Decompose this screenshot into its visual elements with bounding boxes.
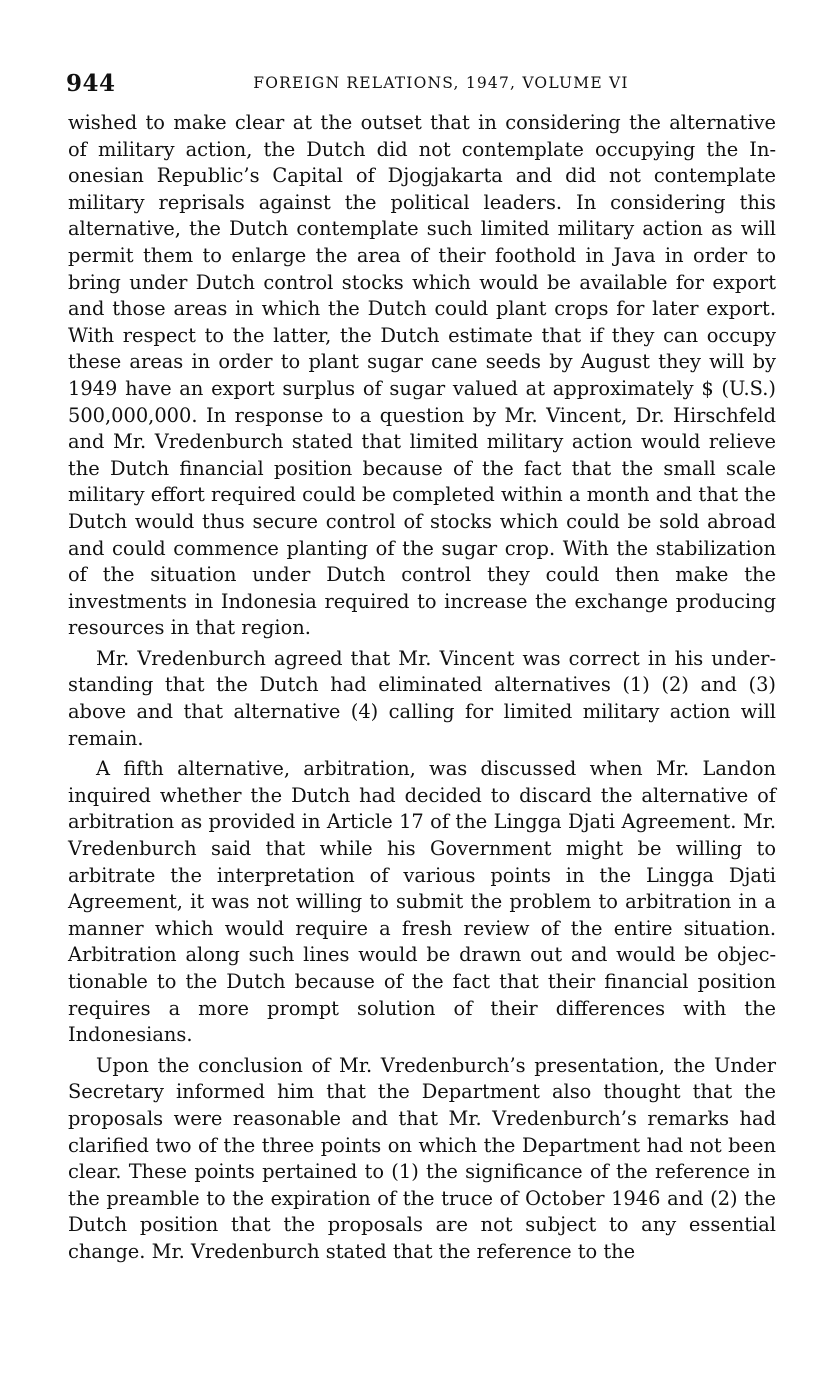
page-header (66, 70, 776, 100)
body-text (68, 110, 776, 1270)
paragraph-3: A fifth alternative, arbitration, was discussed when Mr. Landon inquired whether the Dutch had decided to discard the alternative of arbitration as provided in Article 17 of the Lingga Djati Agreement. Mr. Vredenburch said that while his Government might be willing to arbitrate the interpretation of various points in the Lingga Djati Agreement, it was not willing to submit the problem to arbitration in a manner which would require a fresh review of the entire situation. Arbitration along such lines would be drawn out and would be objectionable to the Dutch because of the fact that their financial position requires a more prompt solution of their differences with the Indonesians. (68, 757, 776, 1047)
running-head: FOREIGN RELATIONS, 1947, VOLUME VI (253, 74, 629, 92)
paragraph-4: Upon the conclusion of Mr. Vredenburch’s presentation, the Under Secretary informed him that the Department also thought that the proposals were reasonable and that Mr. Vredenburch’s remarks had clarified two of the three points on which the Department had not been clear. These points pertained to (1) the significance of the reference in the preamble to the expiration of the truce of October 1946 and (2) the Dutch position that the proposals are not subject to any essential change. Mr. Vredenburch stated that the reference to the (68, 1053, 776, 1263)
paragraph-2: Mr. Vredenburch agreed that Mr. Vincent was correct in his understanding that the Dutch had eliminated alternatives (1) (2) and (3) above and that alternative (4) calling for limited military action will remain. (68, 646, 776, 750)
page-number: 944 (66, 70, 116, 97)
paragraph-1: wished to make clear at the outset that in considering the alternative of military action, the Dutch did not contemplate occupying the Inonesian Republic’s Capital of Djogjakarta and did not contemplate military reprisals against the political leaders. In considering this alternative, the Dutch contemplate such limited military action as will permit them to enlarge the area of their foothold in Java in order to bring under Dutch control stocks which would be available for export and those areas in which the Dutch could plant crops for later export. With respect to the latter, the Dutch estimate that if they can occupy these areas in order to plant sugar cane seeds by August they will by 1949 have an export surplus of sugar valued at approximately $ (U.S.) 500,000,000. In response to a question by Mr. Vincent, Dr. Hirschfeld and Mr. Vredenburch stated that limited military action would relieve the Dutch financial position because of the fact that the small scale military effort required could be completed within a month and that the Dutch would thus secure control of stocks which could be sold abroad and could commence planting of the sugar crop. With the stabilization of the situation under Dutch control they could then make the investments in Indonesia required to increase the exchange producing resources in that region. (68, 111, 776, 640)
